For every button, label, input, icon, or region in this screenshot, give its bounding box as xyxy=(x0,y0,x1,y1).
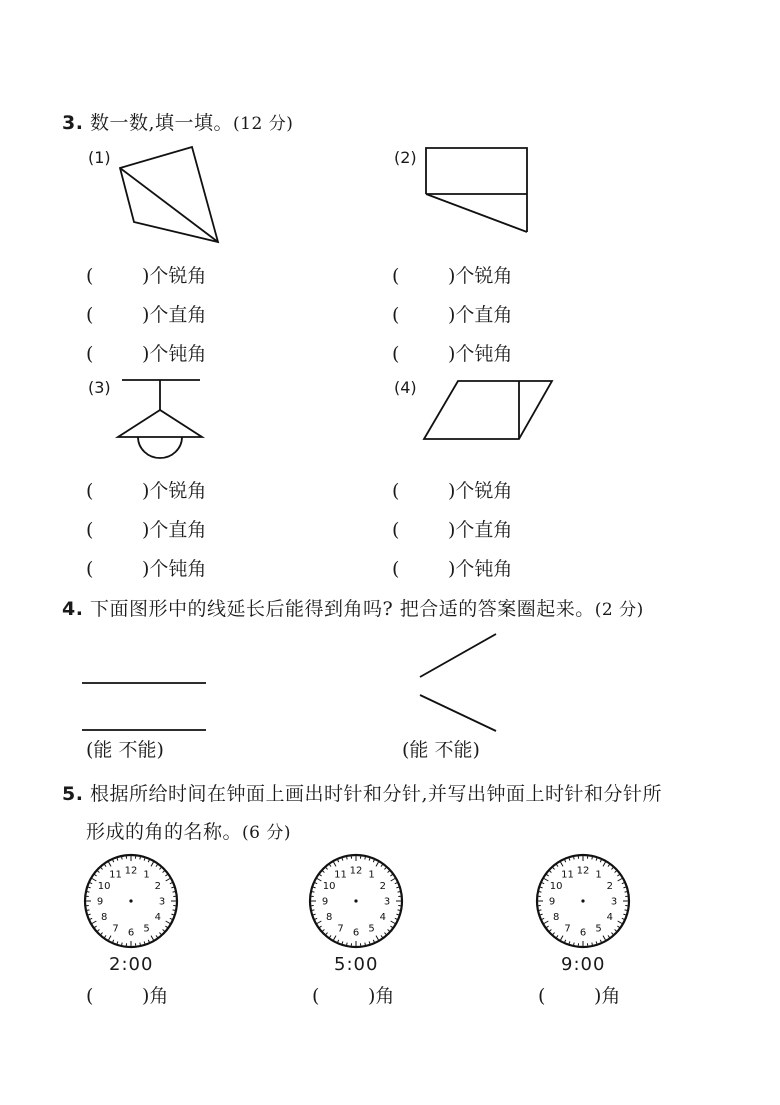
row-label: 个直角 xyxy=(149,304,207,326)
clock-1-time: 2:00 xyxy=(109,954,154,975)
clock-tick xyxy=(109,862,112,866)
clock-tick xyxy=(87,910,89,911)
clock-tick xyxy=(557,935,558,937)
clock-tick xyxy=(156,935,157,937)
clock-tick xyxy=(148,860,149,862)
clock-tick xyxy=(90,883,92,884)
clock-tick xyxy=(574,943,575,945)
clock-tick xyxy=(122,943,123,945)
clock-tick xyxy=(617,875,619,876)
clock-center-dot xyxy=(354,899,357,902)
clock-tick xyxy=(330,865,331,867)
row-label: 个锐角 xyxy=(149,480,207,502)
clock-number: 9 xyxy=(548,896,556,908)
clock-number: 5 xyxy=(368,923,375,935)
clock-number: 11 xyxy=(334,869,347,881)
clock-tick xyxy=(347,857,348,859)
clock-tick xyxy=(159,933,161,935)
clock-tick xyxy=(561,862,564,866)
fig1-acute-row: ( )个锐角 xyxy=(86,265,207,287)
clock-tick xyxy=(326,933,328,935)
row-label: 个直角 xyxy=(455,519,513,541)
row-label: 个钝角 xyxy=(455,343,513,365)
clock-tick xyxy=(317,879,321,882)
clock-face-1[interactable] xyxy=(81,851,181,951)
clock-tick xyxy=(92,921,96,924)
clock-tick xyxy=(117,941,118,943)
clock-number: 6 xyxy=(579,927,587,939)
clock-tick xyxy=(592,857,593,859)
fig3-acute-row: ( )个锐角 xyxy=(86,480,207,502)
clock-tick xyxy=(569,858,570,860)
clock-tick xyxy=(95,875,97,876)
clock-tick xyxy=(542,883,544,884)
clock-tick xyxy=(170,918,172,919)
clock-number: 3 xyxy=(158,896,166,908)
clock-center-dot xyxy=(581,899,584,902)
clock-tick xyxy=(90,918,92,919)
clock-number: 6 xyxy=(127,927,135,939)
clock-tick xyxy=(544,879,548,882)
clock-number: 6 xyxy=(352,927,360,939)
fig3-right-row: ( )个直角 xyxy=(86,519,207,541)
clock-number: 8 xyxy=(100,912,108,923)
clock-tick xyxy=(323,871,325,873)
clock-tick xyxy=(391,921,395,924)
row-label: 个锐角 xyxy=(455,265,513,287)
clock-tick xyxy=(381,865,382,867)
clock-tick xyxy=(396,887,398,888)
clock-tick xyxy=(365,857,366,859)
clock-tick xyxy=(388,871,390,873)
clock-tick xyxy=(330,935,331,937)
clock-tick xyxy=(101,933,103,935)
clock-tick xyxy=(173,910,175,911)
q4-number: 4. xyxy=(62,598,84,620)
clock-number: 5 xyxy=(143,923,150,935)
clock-number: 10 xyxy=(322,881,336,892)
clock-center-dot xyxy=(129,899,132,902)
clock-number: 4 xyxy=(606,912,614,923)
clock-number: 8 xyxy=(325,912,333,923)
clock-tick xyxy=(618,921,622,924)
clock-tick xyxy=(376,862,379,866)
blank-open: ( xyxy=(86,265,94,287)
clock-tick xyxy=(539,892,541,893)
clock-tick xyxy=(144,941,145,943)
clock-tick xyxy=(553,868,555,870)
clock-number: 9 xyxy=(321,896,329,908)
clock-tick xyxy=(373,940,374,942)
clock-tick xyxy=(608,865,609,867)
clock-tick xyxy=(117,858,118,860)
q4-option-right[interactable]: (能 不能) xyxy=(402,739,480,761)
clock-tick xyxy=(140,943,141,945)
clock-tick xyxy=(376,936,379,940)
fig2-right-row: ( )个直角 xyxy=(392,304,513,326)
clock-tick xyxy=(390,926,392,927)
clock-tick xyxy=(596,858,597,860)
row-label: 个钝角 xyxy=(149,343,207,365)
q5-title-line2: 形成的角的名称。 xyxy=(86,821,243,843)
clock-tick xyxy=(395,918,397,919)
clock-tick xyxy=(338,860,339,862)
clock-number: 11 xyxy=(109,869,122,881)
clock-number: 8 xyxy=(552,912,560,923)
clock-tick xyxy=(173,892,175,893)
clock-tick xyxy=(565,860,566,862)
clock-number: 7 xyxy=(337,923,344,935)
clock-number: 9 xyxy=(96,896,104,908)
clock-tick xyxy=(625,910,627,911)
row-label: 个钝角 xyxy=(149,558,207,580)
clock-tick xyxy=(334,862,337,866)
clock-tick xyxy=(540,914,542,915)
clock-tick xyxy=(171,914,173,915)
clock-tick xyxy=(113,940,114,942)
clock-tick xyxy=(600,860,601,862)
clock-tick xyxy=(88,887,90,888)
clock-tick xyxy=(622,883,624,884)
clock-tick xyxy=(151,862,154,866)
q3-score: (12 分) xyxy=(233,114,294,134)
clock-number: 12 xyxy=(124,865,138,877)
clock-number: 1 xyxy=(368,869,375,881)
clock-number: 11 xyxy=(561,869,574,881)
clock-tick xyxy=(396,914,398,915)
clock-tick xyxy=(101,868,103,870)
clock-tick xyxy=(547,926,549,927)
q4-score: (2 分) xyxy=(594,600,644,620)
q4-title: 下面图形中的线延长后能得到角吗? 把合适的答案圈起来。 xyxy=(90,598,595,620)
clock-tick xyxy=(166,879,170,882)
clock-tick xyxy=(98,871,100,873)
clock-tick xyxy=(550,871,552,873)
clock-number: 7 xyxy=(112,923,119,935)
clock-tick xyxy=(312,910,314,911)
clock-tick xyxy=(163,871,165,873)
q5-heading-line2 xyxy=(86,817,291,844)
fig2-acute-row: ( )个锐角 xyxy=(392,265,513,287)
clock-1-answer: ( )角 xyxy=(86,985,169,1007)
clock-tick xyxy=(315,883,317,884)
clock-tick xyxy=(542,918,544,919)
clock-tick xyxy=(540,887,542,888)
clock-tick xyxy=(171,887,173,888)
clock-tick xyxy=(395,883,397,884)
fig3-obtuse-row: ( )个钝角 xyxy=(86,558,207,580)
clock-tick xyxy=(105,865,106,867)
clock-tick xyxy=(109,936,112,940)
row-label: 个钝角 xyxy=(455,558,513,580)
clock-number: 2 xyxy=(379,881,387,892)
q5-score: (6 分) xyxy=(242,823,291,843)
clock-number: 4 xyxy=(154,912,162,923)
clock-number: 12 xyxy=(349,865,363,877)
clock-tick xyxy=(617,926,619,927)
clock-tick xyxy=(603,862,606,866)
clock-tick xyxy=(338,940,339,942)
clock-tick xyxy=(373,860,374,862)
clock-tick xyxy=(398,910,400,911)
fig1-obtuse-row: ( )个钝角 xyxy=(86,343,207,365)
q4-option-left[interactable]: (能 不能) xyxy=(86,739,164,761)
row-label: 个锐角 xyxy=(455,480,513,502)
clock-tick xyxy=(87,892,89,893)
clock-tick xyxy=(315,918,317,919)
clock-3-time: 9:00 xyxy=(561,954,606,975)
clock-tick xyxy=(592,943,593,945)
clock-tick xyxy=(561,936,564,940)
clock-number: 10 xyxy=(97,881,111,892)
row-label: 个直角 xyxy=(455,304,513,326)
clock-tick xyxy=(623,914,625,915)
clock-tick xyxy=(381,935,382,937)
clock-tick xyxy=(608,935,609,937)
figure-2-label: (2) xyxy=(394,148,417,167)
clock-tick xyxy=(547,875,549,876)
clock-number: 5 xyxy=(595,923,602,935)
clock-tick xyxy=(165,875,167,876)
clock-number: 4 xyxy=(379,912,387,923)
clock-tick xyxy=(539,910,541,911)
clock-number: 7 xyxy=(564,923,571,935)
fig4-obtuse-row: ( )个钝角 xyxy=(392,558,513,580)
clock-number: 1 xyxy=(143,869,150,881)
fig4-acute-row: ( )个锐角 xyxy=(392,480,513,502)
clock-number: 2 xyxy=(606,881,614,892)
figure-1-label: (1) xyxy=(88,148,111,167)
clock-tick xyxy=(391,879,395,882)
clock-tick xyxy=(369,941,370,943)
clock-tick xyxy=(156,865,157,867)
fig1-right-row: ( )个直角 xyxy=(86,304,207,326)
clock-tick xyxy=(398,892,400,893)
clock-tick xyxy=(323,929,325,931)
clock-tick xyxy=(313,914,315,915)
clock-tick xyxy=(615,929,617,931)
clock-tick xyxy=(105,935,106,937)
clock-number: 1 xyxy=(595,869,602,881)
q5-title-line1: 根据所给时间在钟面上画出时针和分针,并写出钟面上时针和分针所 xyxy=(90,783,663,805)
clock-tick xyxy=(347,943,348,945)
clock-tick xyxy=(557,865,558,867)
clock-tick xyxy=(569,941,570,943)
row-label: 个锐角 xyxy=(149,265,207,287)
clock-tick xyxy=(170,883,172,884)
clock-number: 3 xyxy=(610,896,618,908)
clock-tick xyxy=(596,941,597,943)
clock-number: 10 xyxy=(549,881,563,892)
clock-tick xyxy=(148,940,149,942)
q3-title: 数一数,填一填。 xyxy=(90,112,234,134)
clock-tick xyxy=(611,933,613,935)
clock-tick xyxy=(95,926,97,927)
clock-tick xyxy=(623,887,625,888)
clock-tick xyxy=(603,936,606,940)
clock-tick xyxy=(334,936,337,940)
clock-tick xyxy=(165,926,167,927)
clock-tick xyxy=(140,857,141,859)
clock-tick xyxy=(618,879,622,882)
clock-face-2[interactable] xyxy=(306,851,406,951)
clock-tick xyxy=(88,914,90,915)
q5-number: 5. xyxy=(62,783,84,805)
q3-number: 3. xyxy=(62,112,84,134)
clock-tick xyxy=(122,857,123,859)
clock-tick xyxy=(320,926,322,927)
clock-tick xyxy=(565,940,566,942)
clock-tick xyxy=(113,860,114,862)
clock-tick xyxy=(622,918,624,919)
fig2-obtuse-row: ( )个钝角 xyxy=(392,343,513,365)
clock-tick xyxy=(384,868,386,870)
clock-tick xyxy=(600,940,601,942)
clock-tick xyxy=(317,921,321,924)
clock-2-time: 5:00 xyxy=(334,954,379,975)
clock-tick xyxy=(342,941,343,943)
clock-tick xyxy=(92,879,96,882)
clock-tick xyxy=(611,868,613,870)
q5-heading-line1 xyxy=(62,779,662,806)
clock-tick xyxy=(625,892,627,893)
clock-tick xyxy=(544,921,548,924)
clock-tick xyxy=(166,921,170,924)
clock-tick xyxy=(312,892,314,893)
clock-tick xyxy=(144,858,145,860)
clock-tick xyxy=(163,929,165,931)
row-label: 个直角 xyxy=(149,519,207,541)
figure-3-label: (3) xyxy=(88,378,111,397)
figure-4-label: (4) xyxy=(394,378,417,397)
clock-tick xyxy=(313,887,315,888)
clock-2-answer: ( )角 xyxy=(312,985,395,1007)
clock-tick xyxy=(550,929,552,931)
clock-tick xyxy=(365,943,366,945)
clock-tick xyxy=(388,929,390,931)
clock-tick xyxy=(553,933,555,935)
clock-number: 12 xyxy=(576,865,590,877)
clock-tick xyxy=(615,871,617,873)
clock-number: 2 xyxy=(154,881,162,892)
clock-tick xyxy=(384,933,386,935)
fig4-right-row: ( )个直角 xyxy=(392,519,513,541)
clock-3-answer: ( )角 xyxy=(538,985,621,1007)
clock-tick xyxy=(390,875,392,876)
clock-tick xyxy=(342,858,343,860)
clock-tick xyxy=(320,875,322,876)
clock-tick xyxy=(98,929,100,931)
clock-tick xyxy=(159,868,161,870)
clock-tick xyxy=(574,857,575,859)
clock-tick xyxy=(369,858,370,860)
clock-number: 3 xyxy=(383,896,391,908)
clock-tick xyxy=(326,868,328,870)
clock-face-3[interactable] xyxy=(533,851,633,951)
clock-tick xyxy=(151,936,154,940)
